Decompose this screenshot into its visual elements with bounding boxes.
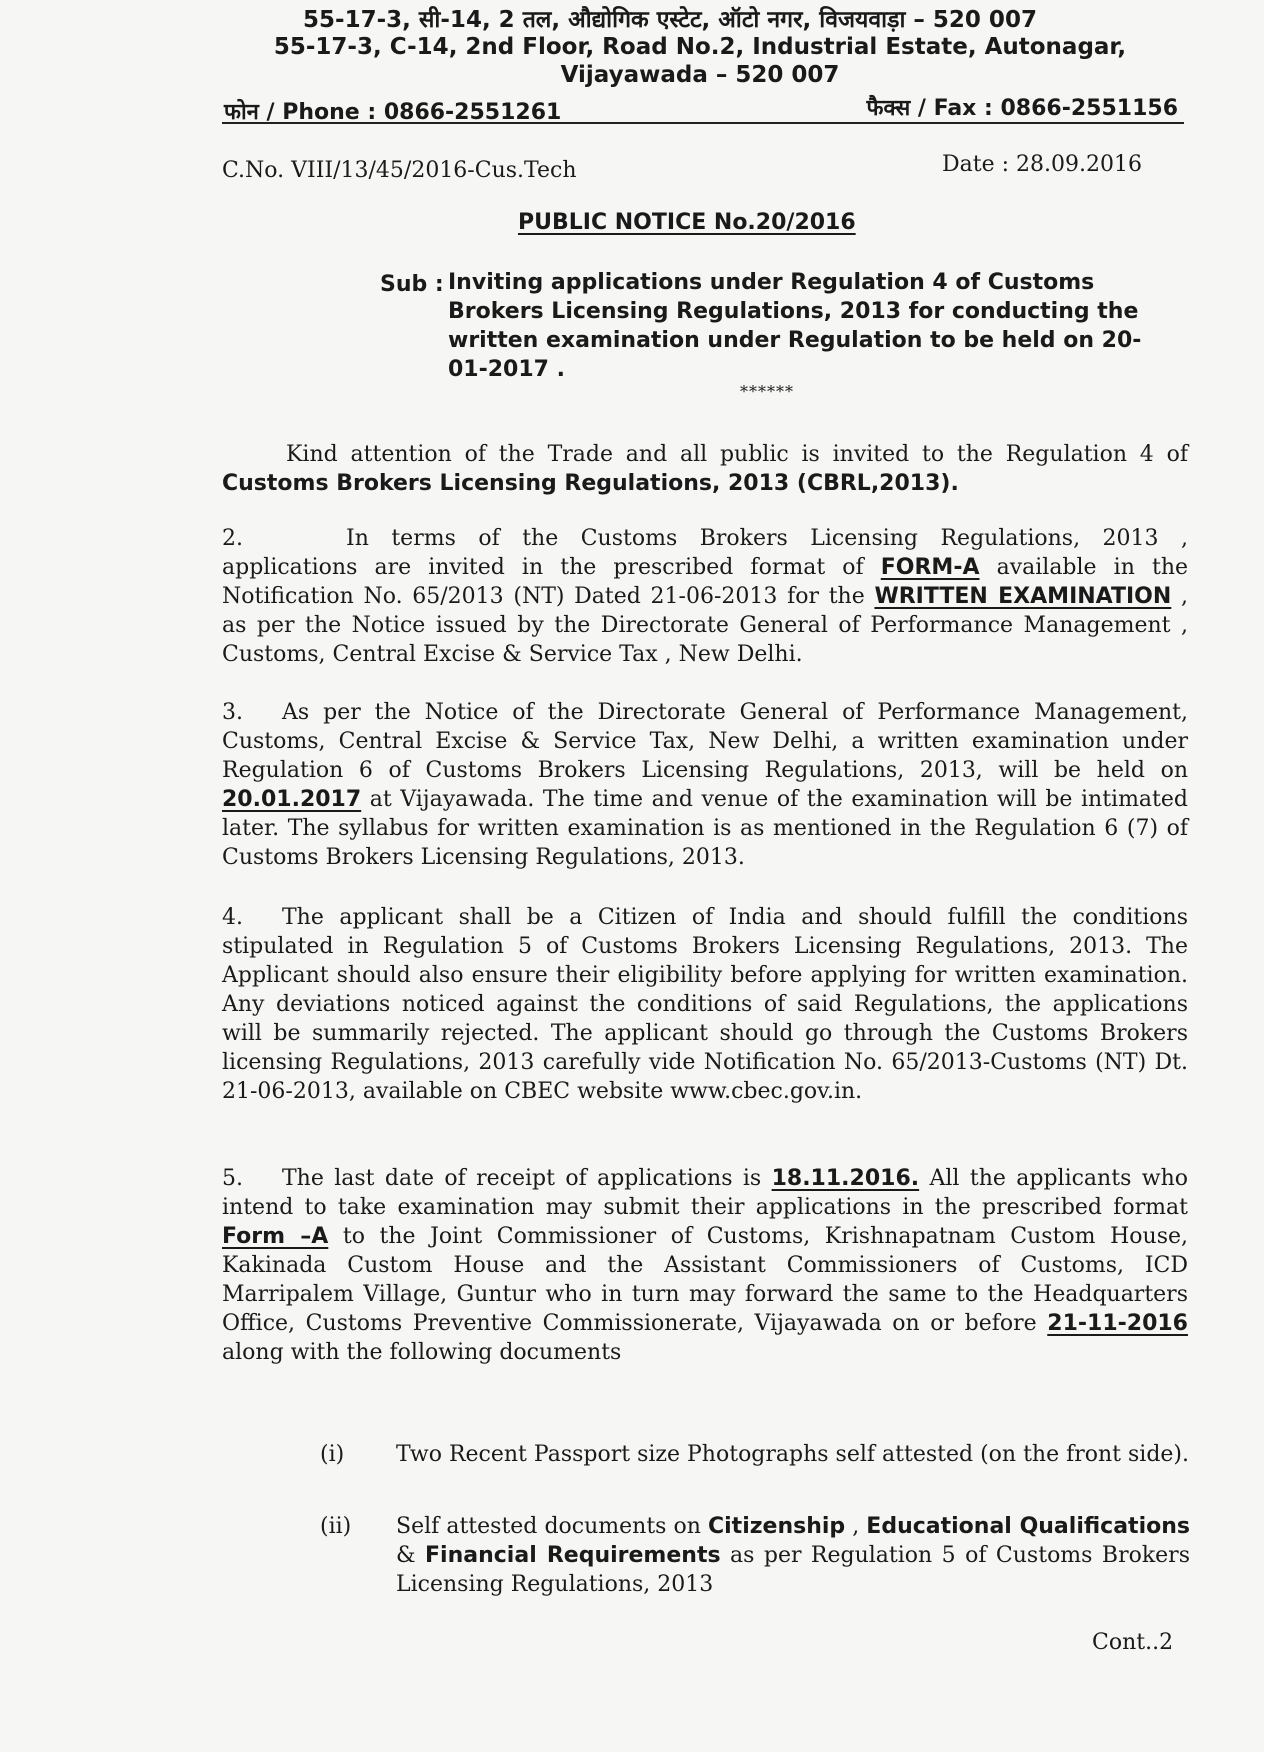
paragraph-2 xyxy=(222,524,1188,669)
para5-number: 5. xyxy=(222,1166,243,1191)
letterhead-fax: फैक्स / Fax : 0866-2551156 xyxy=(866,96,1178,121)
notice-date: Date : 28.09.2016 xyxy=(942,152,1142,177)
list-item-number: (i) xyxy=(320,1442,345,1467)
letterhead-address-line2: Vijayawada – 520 007 xyxy=(560,62,840,88)
para3-exam-date: 20.01.2017 xyxy=(222,787,362,812)
subject-label: Sub : xyxy=(380,272,444,297)
item2-text-a: Self attested documents on xyxy=(396,1514,708,1539)
para2-number: 2. xyxy=(222,526,243,551)
para5-last-date: 18.11.2016. xyxy=(771,1166,920,1191)
para5-forward-date: 21-11-2016 xyxy=(1047,1311,1188,1336)
notice-title: PUBLIC NOTICE No.20/2016 xyxy=(518,210,856,235)
para1-bold: Customs Brokers Licensing Regulations, 2013 (CBRL,2013). xyxy=(222,471,959,496)
para2-text-c: , as per the Notice issued by the Directorate General of Performance Management , Customs, Central Excise & Service Tax , New Delhi. xyxy=(222,584,1188,667)
letterhead-address-line1: 55-17-3, C-14, 2nd Floor, Road No.2, Industrial Estate, Autonagar, xyxy=(273,34,1127,60)
para2-form-a: FORM-A xyxy=(880,555,980,580)
para2-text-b: available in the Notification No. 65/2013 (NT) Dated 21-06-2013 for the xyxy=(222,555,1189,609)
subject-separator: ****** xyxy=(740,382,794,401)
para5-text-a: The last date of receipt of applications is xyxy=(282,1166,772,1191)
file-number: C.No. VIII/13/45/2016-Cus.Tech xyxy=(222,158,577,183)
para5-form-a: Form –A xyxy=(222,1224,329,1249)
para1-text: Kind attention of the Trade and all public is invited to the Regulation 4 of xyxy=(286,442,1188,467)
list-item-number: (ii) xyxy=(320,1514,352,1539)
letterhead-hindi-address: 55-17-3, सी-14, 2 तल, औद्योगिक एस्टेट, ऑटो नगर, विजयवाड़ा – 520 007 xyxy=(303,7,1037,33)
paragraph-4 xyxy=(222,903,1188,1106)
para5-text-b: All the applicants who intend to take examination may submit their applications in the prescribed format xyxy=(222,1166,1188,1220)
para5-text-d: along with the following documents xyxy=(222,1340,622,1365)
list-item-text xyxy=(396,1512,1190,1599)
letterhead-contact xyxy=(222,92,1184,124)
paragraph-1 xyxy=(222,440,1188,498)
item2-text-d: as per Regulation 5 of Customs Brokers Licensing Regulations, 2013 xyxy=(396,1543,1190,1597)
para4-text: The applicant shall be a Citizen of India and should fulfill the conditions stipulated in Regulation 5 of Customs Brokers Licensing Regulations, 2013. The Applicant should also ensure their eligibility before applying for written examination. Any deviations noticed against the conditions of said Regulations, the applications will be summarily rejected. The applicant should go through the Customs Brokers licensing Regulations, 2013 carefully vide Notification No. 65/2013-Customs (NT) Dt. 21-06-2013, available on CBEC website www.cbec.gov.in. xyxy=(222,905,1188,1104)
item2-text-c: & xyxy=(396,1543,426,1568)
item2-text-b: , xyxy=(845,1514,867,1539)
para3-number: 3. xyxy=(222,700,243,725)
para2-text-a: In terms of the Customs Brokers Licensing Regulations, 2013 , applications are invited in the prescribed format of xyxy=(222,526,1188,580)
letterhead-phone: फोन / Phone : 0866-2551261 xyxy=(224,100,562,125)
item2-financial: Financial Requirements xyxy=(425,1543,721,1568)
continuation-note: Cont..2 xyxy=(1092,1630,1174,1655)
para2-written-exam: WRITTEN EXAMINATION xyxy=(874,584,1172,609)
paragraph-3 xyxy=(222,698,1188,872)
para3-text-a: As per the Notice of the Directorate General of Performance Management, Customs, Central Excise & Service Tax, New Delhi, a written examination under Regulation 6 of Customs Brokers Licensing Regulations, 2013, will be held on xyxy=(222,700,1188,783)
item2-citizenship: Citizenship xyxy=(707,1514,846,1539)
para5-text-c: to the Joint Commissioner of Customs, Krishnapatnam Custom House, Kakinada Custom House and the Assistant Commissioners of Customs, ICD Marripalem Village, Guntur who in turn may forward the same to the Headquarters Office, Customs Preventive Commissionerate, Vijayawada on or before xyxy=(222,1224,1188,1336)
subject-text: Inviting applications under Regulation 4 of Customs Brokers Licensing Regulations, 2013 for conducting the written examination under Regulation to be held on 20-01-2017 . xyxy=(448,270,1142,382)
para4-number: 4. xyxy=(222,905,243,930)
list-item-text: Two Recent Passport size Photographs self attested (on the front side). xyxy=(396,1442,1190,1467)
item2-education: Educational Qualifications xyxy=(866,1514,1190,1539)
para3-text-b: at Vijayawada. The time and venue of the examination will be intimated later. The syllabus for written examination is as mentioned in the Regulation 6 (7) of Customs Brokers Licensing Regulations, 2013. xyxy=(222,787,1188,870)
paragraph-5 xyxy=(222,1164,1188,1367)
